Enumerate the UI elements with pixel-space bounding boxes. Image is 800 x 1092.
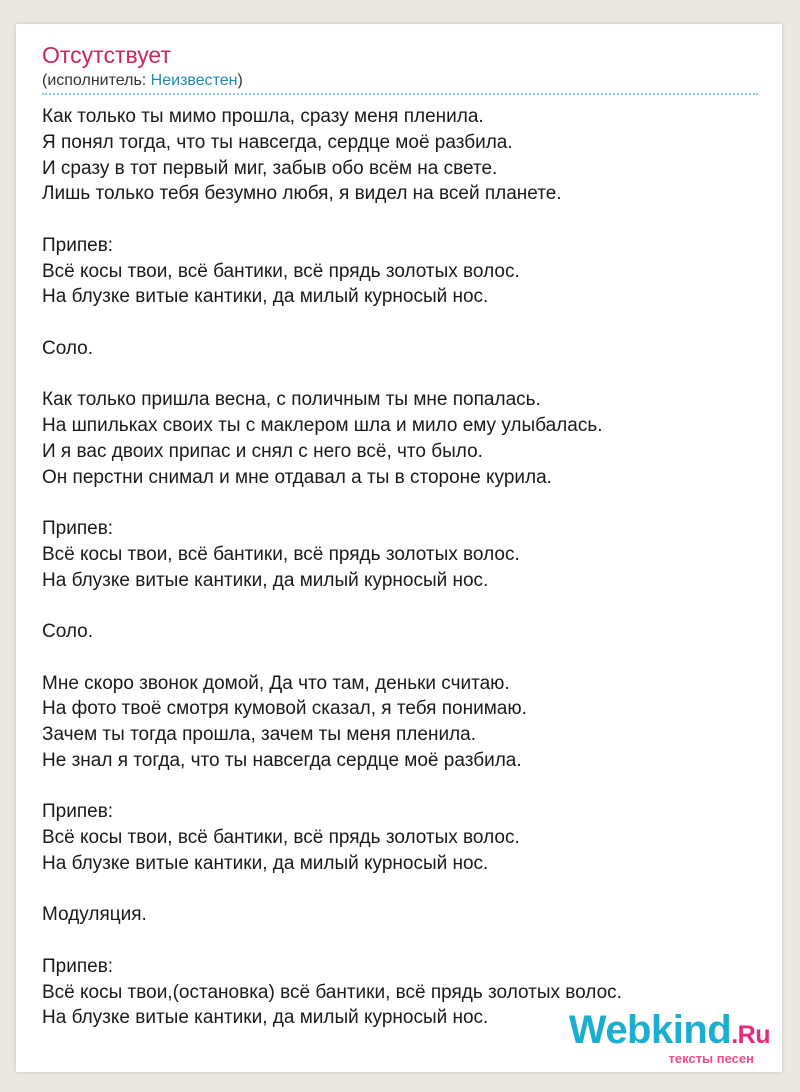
lyric-line: На блузке витые кантики, да милый курносый нос. (42, 286, 489, 308)
song-title: Отсутствует (42, 42, 171, 68)
lyric-line (42, 928, 758, 954)
lyric-line: Не знал я тогда, что ты навсегда сердце моё разбила. (42, 749, 522, 771)
lyric-line (42, 645, 758, 671)
lyrics-text (42, 104, 758, 1031)
lyric-line (42, 593, 758, 619)
artist-link[interactable]: Неизвестен (150, 72, 238, 89)
title-divider (42, 93, 758, 95)
logo-wordmark (569, 1010, 770, 1055)
lyric-line: На блузке витые кантики, да милый курносый нос. (42, 569, 489, 591)
lyric-line: Он перстни снимал и мне отдавал а ты в стороне курила. (42, 466, 552, 488)
lyric-line (42, 774, 758, 800)
lyric-line: Припев: (42, 518, 114, 539)
lyric-line: На блузке витые кантики, да милый курносый нос. (42, 1007, 489, 1029)
logo-name: Webkind (568, 1008, 732, 1052)
lyric-line: Всё косы твои,(остановка) всё бантики, всё прядь золотых волос. (42, 981, 622, 1003)
lyric-line: Всё косы твои, всё бантики, всё прядь золотых волос. (42, 827, 520, 848)
lyric-line: На шпильках своих ты с маклером шла и мило ему улыбалась. (42, 415, 603, 436)
lyric-line (42, 490, 758, 516)
lyric-line: Всё косы твои, всё бантики, всё прядь золотых волос. (42, 260, 520, 282)
site-logo[interactable] (569, 1010, 770, 1066)
logo-tagline: тексты песен (668, 1051, 754, 1066)
lyric-line: Как только ты мимо прошла, сразу меня пленила. (42, 106, 484, 127)
lyric-line: Зачем ты тогда прошла, зачем ты меня пленила. (42, 724, 476, 745)
lyric-line: На блузке витые кантики, да милый курносый нос. (42, 852, 489, 874)
lyric-line (42, 362, 758, 388)
lyric-line: Модуляция. (42, 904, 147, 926)
lyric-line: Всё косы твои, всё бантики, всё прядь золотых волос. (42, 543, 520, 565)
lyric-line: Лишь только тебя безумно любя, я видел на всей планете. (42, 183, 562, 205)
lyric-line: Соло. (42, 621, 94, 642)
lyric-line: Мне скоро звонок домой, Да что там, деньки считаю. (42, 672, 510, 694)
lyric-line: Припев: (42, 234, 114, 256)
lyric-line: Соло. (42, 337, 94, 359)
lyric-line: И сразу в тот первый миг, забыв обо всём на свете. (42, 157, 498, 179)
lyric-line (42, 310, 758, 336)
lyric-line (42, 207, 758, 233)
lyrics-page (16, 24, 782, 1072)
artist-line (42, 72, 243, 90)
logo-domain: .Ru (731, 1021, 770, 1049)
lyric-line: Припев: (42, 955, 114, 977)
lyric-line: На фото твоё смотря кумовой сказал, я тебя понимаю. (42, 698, 527, 720)
lyric-line: Я понял тогда, что ты навсегда, сердце моё разбила. (42, 131, 513, 153)
artist-suffix: ) (237, 72, 243, 89)
artist-prefix: (исполнитель: (42, 72, 151, 89)
lyric-line: Как только пришла весна, с поличным ты мне попалась. (42, 389, 541, 411)
lyric-line: Припев: (42, 801, 114, 823)
lyric-line (42, 877, 758, 903)
lyric-line: И я вас двоих припас и снял с него всё, что было. (42, 440, 483, 462)
